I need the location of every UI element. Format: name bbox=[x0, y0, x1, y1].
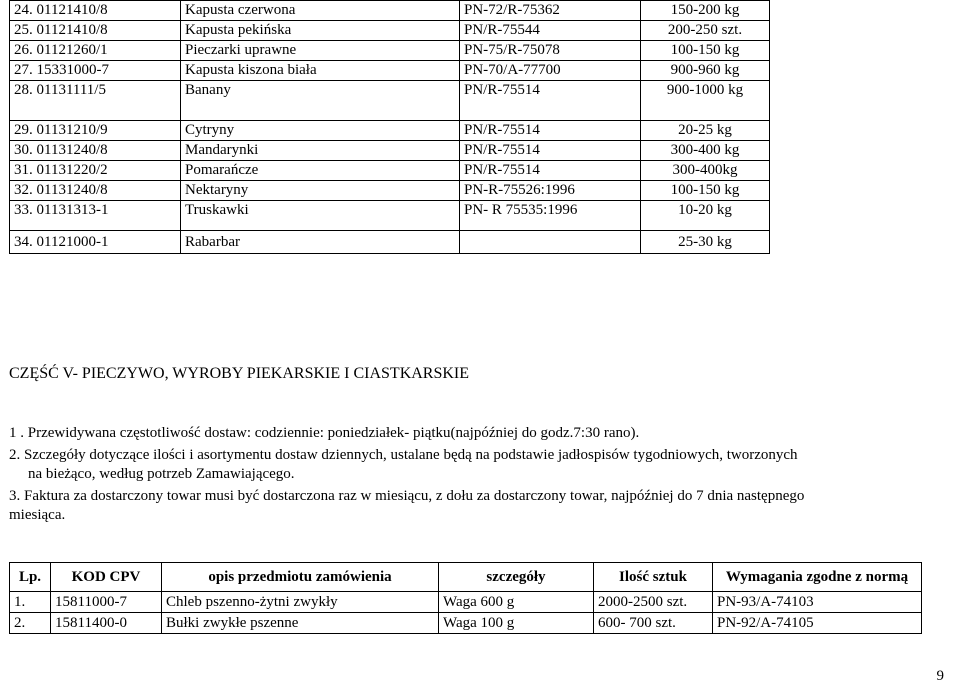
header-details: szczegóły bbox=[439, 563, 594, 592]
table-row bbox=[10, 61, 770, 81]
table-row bbox=[10, 181, 770, 201]
details-cell: Waga 600 g bbox=[439, 592, 594, 613]
cpv-code-cell: 25. 01121410/8 bbox=[10, 21, 181, 41]
cpv-code-cell: 31. 01131220/2 bbox=[10, 161, 181, 181]
norm-cell: PN- R 75535:1996 bbox=[460, 201, 641, 231]
paragraph-details-line2: na bieżąco, według potrzeb Zamawiającego. bbox=[28, 466, 295, 482]
quantity-cell: 100-150 kg bbox=[641, 181, 770, 201]
product-name-cell: Kapusta pekińska bbox=[181, 21, 460, 41]
norm-cell: PN/R-75514 bbox=[460, 141, 641, 161]
lp-cell: 2. bbox=[10, 613, 51, 634]
cpv-code-cell: 27. 15331000-7 bbox=[10, 61, 181, 81]
product-name-cell: Mandarynki bbox=[181, 141, 460, 161]
header-description: opis przedmiotu zamówienia bbox=[162, 563, 439, 592]
cpv-code-cell: 24. 01121410/8 bbox=[10, 1, 181, 21]
paragraph-details-line1: 2. Szczegóły dotyczące ilości i asortymentu dostaw dziennych, ustalane będą na podstawie jadłospisów tygodniowych, tworzonych bbox=[9, 447, 798, 463]
description-cell: Chleb pszenno-żytni zwykły bbox=[162, 592, 439, 613]
product-name-cell: Rabarbar bbox=[181, 231, 460, 254]
cpv-code-cell: 15811000-7 bbox=[51, 592, 162, 613]
norm-cell: PN/R-75514 bbox=[460, 81, 641, 121]
quantity-cell: 600- 700 szt. bbox=[594, 613, 713, 634]
norm-cell: PN-92/A-74105 bbox=[713, 613, 922, 634]
quantity-cell: 200-250 szt. bbox=[641, 21, 770, 41]
norm-cell: PN-75/R-75078 bbox=[460, 41, 641, 61]
product-name-cell: Kapusta kiszona biała bbox=[181, 61, 460, 81]
product-name-cell: Cytryny bbox=[181, 121, 460, 141]
norm-cell: PN/R-75514 bbox=[460, 161, 641, 181]
table-row bbox=[10, 81, 770, 121]
cpv-code-cell: 32. 01131240/8 bbox=[10, 181, 181, 201]
section-heading: CZĘŚĆ V- PIECZYWO, WYROBY PIEKARSKIE I CIASTKARSKIE bbox=[9, 365, 470, 382]
description-cell: Bułki zwykłe pszenne bbox=[162, 613, 439, 634]
product-name-cell: Banany bbox=[181, 81, 460, 121]
table-row bbox=[10, 141, 770, 161]
table-row bbox=[10, 231, 770, 254]
quantity-cell: 300-400 kg bbox=[641, 141, 770, 161]
quantity-cell: 100-150 kg bbox=[641, 41, 770, 61]
quantity-cell: 900-1000 kg bbox=[641, 81, 770, 121]
quantity-cell: 900-960 kg bbox=[641, 61, 770, 81]
quantity-cell: 25-30 kg bbox=[641, 231, 770, 254]
cpv-code-cell: 30. 01131240/8 bbox=[10, 141, 181, 161]
table-row bbox=[10, 613, 922, 634]
bakery-products-table bbox=[9, 562, 922, 634]
norm-cell: PN/R-75514 bbox=[460, 121, 641, 141]
header-lp: Lp. bbox=[10, 563, 51, 592]
product-name-cell: Nektaryny bbox=[181, 181, 460, 201]
cpv-code-cell: 15811400-0 bbox=[51, 613, 162, 634]
product-name-cell: Kapusta czerwona bbox=[181, 1, 460, 21]
norm-cell: PN/R-75544 bbox=[460, 21, 641, 41]
details-cell: Waga 100 g bbox=[439, 613, 594, 634]
products-table-part4 bbox=[9, 0, 770, 254]
norm-cell bbox=[460, 231, 641, 254]
paragraph-delivery-frequency: 1 . Przewidywana częstotliwość dostaw: codziennie: poniedziałek- piątku(najpóźniej do godz.7:30 rano). bbox=[9, 425, 640, 441]
header-quantity: Ilość sztuk bbox=[594, 563, 713, 592]
table-row bbox=[10, 41, 770, 61]
product-name-cell: Truskawki bbox=[181, 201, 460, 231]
product-name-cell: Pieczarki uprawne bbox=[181, 41, 460, 61]
cpv-code-cell: 33. 01131313-1 bbox=[10, 201, 181, 231]
quantity-cell: 150-200 kg bbox=[641, 1, 770, 21]
norm-cell: PN-R-75526:1996 bbox=[460, 181, 641, 201]
paragraph-invoice-line2: miesiąca. bbox=[9, 507, 66, 523]
table-row bbox=[10, 161, 770, 181]
table-row bbox=[10, 592, 922, 613]
cpv-code-cell: 26. 01121260/1 bbox=[10, 41, 181, 61]
cpv-code-cell: 34. 01121000-1 bbox=[10, 231, 181, 254]
table-header-row bbox=[10, 563, 922, 592]
table-row bbox=[10, 121, 770, 141]
quantity-cell: 10-20 kg bbox=[641, 201, 770, 231]
quantity-cell: 20-25 kg bbox=[641, 121, 770, 141]
table-row bbox=[10, 201, 770, 231]
table-row bbox=[10, 1, 770, 21]
header-norm: Wymagania zgodne z normą bbox=[713, 563, 922, 592]
lp-cell: 1. bbox=[10, 592, 51, 613]
norm-cell: PN-72/R-75362 bbox=[460, 1, 641, 21]
header-cpv-code: KOD CPV bbox=[51, 563, 162, 592]
norm-cell: PN-70/A-77700 bbox=[460, 61, 641, 81]
product-name-cell: Pomarańcze bbox=[181, 161, 460, 181]
page-number: 9 bbox=[936, 668, 944, 684]
quantity-cell: 300-400kg bbox=[641, 161, 770, 181]
quantity-cell: 2000-2500 szt. bbox=[594, 592, 713, 613]
norm-cell: PN-93/A-74103 bbox=[713, 592, 922, 613]
paragraph-invoice-line1: 3. Faktura za dostarczony towar musi być dostarczona raz w miesiącu, z dołu za dostarczony towar, najpóźniej do 7 dnia następnego bbox=[9, 488, 805, 504]
cpv-code-cell: 28. 01131111/5 bbox=[10, 81, 181, 121]
cpv-code-cell: 29. 01131210/9 bbox=[10, 121, 181, 141]
table-row bbox=[10, 21, 770, 41]
